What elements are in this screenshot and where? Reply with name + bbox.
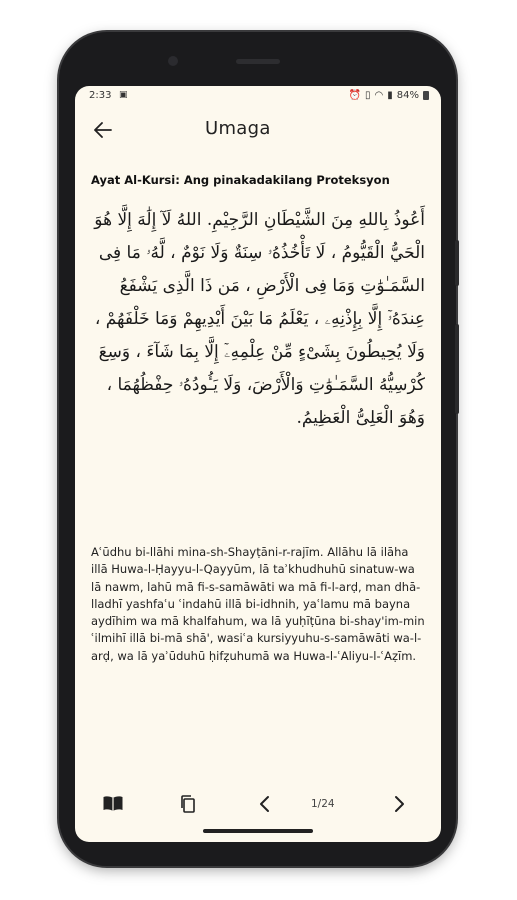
- back-button[interactable]: [89, 116, 117, 144]
- transliteration-text: Aʿūdhu bi-llāhi mina-sh-Shayṭāni-r-rajīm. Allāhu lā ilāha illā Huwa-l-Ḥayyu-l-Qayyūm, lā taʾkhudhuhū sinatuw-wa lā nawm, lahū mā fi-s-samāwāti wa mā fi-l-arḍ, man dhā-lladhī yashfaʿu ʿindahū illā bi-idhnih, yaʿlamu mā bayna aydīhim wa mā khalfahum, wa lā yuḥīṭūna bi-shay'im-min ʿilmihī illā bi-mā shā', wasiʿa kursiyyuhu-s-samāwāti wa-l-arḍ, wa lā yaʾūduhū ḥifẓuhumā wa Huwa-l-ʿAliyu-l-ʿAẓīm.: [91, 545, 425, 663]
- earpiece-speaker: [236, 59, 280, 64]
- wifi-icon: ◠: [374, 90, 384, 101]
- copy-icon: [179, 794, 197, 814]
- app-screen: [75, 86, 441, 842]
- page-indicator: 1/24: [311, 798, 335, 810]
- status-bar: [75, 86, 441, 108]
- chevron-left-icon: [258, 795, 272, 813]
- book-open-icon: [102, 795, 124, 813]
- vibrate-icon: ▯: [365, 90, 371, 101]
- arabic-text: أَعُوذُ بِاللهِ مِنَ الشَّيْطَانِ الرَّجِيْمِ. اللهُ لَآ إِلَٰهَ إِلَّا هُوَ الْحَيُّ الْقَيُّومُ ، لَا تَأْخُذُهُۥ سِنَةٌ وَلَا نَوْمٌ ، لَّهُۥ مَا فِى السَّمَـٰوَٰتِ وَمَا فِى الْأَرْضِ ، مَن ذَا الَّذِى يَشْفَعُ عِندَهُۥٓ إِلَّا بِإِذْنِهِۦ ، يَعْلَمُ مَا بَيْنَ أَيْدِيهِمْ وَمَا خَلْفَهُمْ ، وَلَا يُحِيطُونَ بِشَىْءٍ مِّنْ عِلْمِهِۦٓ إِلَّا بِمَا شَآءَ ، وَسِعَ كُرْسِيُّهُ السَّمَـٰوَٰتِ وَالْأَرْضَ، وَلَا يَـُٔودُهُۥ حِفْظُهُمَا ، وَهُوَ الْعَلِىُّ الْعَظِيمُ.: [94, 210, 425, 428]
- volume-button: [455, 240, 459, 286]
- signal-icon: ▮: [387, 90, 393, 101]
- copy-button[interactable]: [173, 791, 203, 817]
- page-title: Umaga: [205, 118, 271, 139]
- battery-icon: [423, 91, 429, 100]
- chevron-right-icon: [392, 795, 406, 813]
- home-indicator[interactable]: [203, 829, 313, 833]
- app-bar: [75, 108, 441, 154]
- arrow-left-icon: [91, 118, 115, 142]
- previous-page-button[interactable]: [251, 791, 279, 817]
- front-camera: [168, 56, 178, 66]
- bottom-toolbar: [75, 788, 441, 818]
- next-page-button[interactable]: [385, 791, 413, 817]
- power-button: [455, 324, 459, 414]
- battery-percent: 84%: [396, 90, 419, 101]
- status-icons: [349, 90, 429, 101]
- status-time: 2:33: [89, 90, 112, 101]
- gallery-icon: ▣: [119, 90, 128, 100]
- alarm-icon: ⏰: [348, 90, 361, 101]
- read-button[interactable]: [97, 791, 129, 817]
- dhikr-heading: Ayat Al-Kursi: Ang pinakadakilang Proteksyon: [91, 173, 390, 187]
